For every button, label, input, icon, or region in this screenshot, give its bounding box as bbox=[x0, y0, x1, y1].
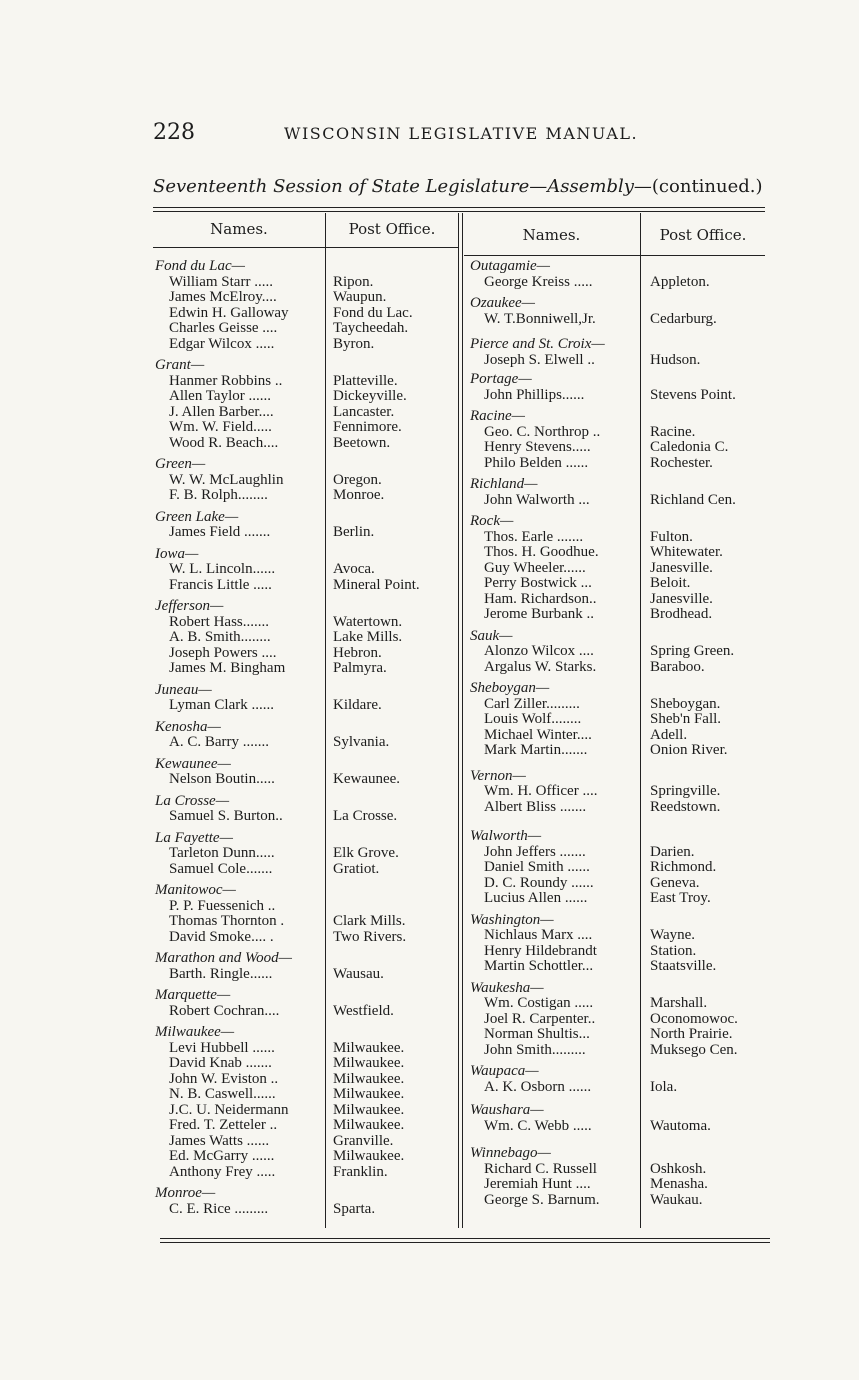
county-heading: Juneau— bbox=[155, 681, 212, 698]
member-row bbox=[470, 928, 765, 944]
post-office: Milwaukee. bbox=[333, 1086, 405, 1102]
member-name: Louis Wolf........ bbox=[484, 711, 582, 727]
member-row bbox=[155, 488, 455, 504]
member-row bbox=[470, 1162, 765, 1178]
post-office: Milwaukee. bbox=[333, 1117, 405, 1133]
county-heading: Milwaukee— bbox=[155, 1024, 235, 1040]
county-heading: Winnebago— bbox=[470, 1145, 551, 1161]
post-office: Brodhead. bbox=[650, 606, 713, 622]
member-name: W. L. Lincoln...... bbox=[169, 561, 276, 577]
member-name: Geo. C. Northrop .. bbox=[484, 423, 601, 440]
county-heading: Sauk— bbox=[470, 627, 513, 644]
post-office: East Troy. bbox=[650, 890, 711, 906]
member-name: F. B. Rolph........ bbox=[169, 487, 268, 503]
member-row bbox=[470, 456, 765, 472]
member-name: Allen Taylor ...... bbox=[169, 388, 271, 404]
member-name: John W. Eviston .. bbox=[169, 1070, 279, 1087]
post-office: Oshkosh. bbox=[650, 1160, 707, 1177]
left-column bbox=[155, 259, 455, 1217]
member-row bbox=[470, 1177, 765, 1193]
county-heading: Walworth— bbox=[470, 828, 542, 844]
member-name: Ham. Richardson.. bbox=[484, 590, 597, 607]
post-office: Marshall. bbox=[650, 995, 708, 1011]
member-row bbox=[470, 860, 765, 876]
member-row bbox=[155, 630, 455, 646]
post-office: Oregon. bbox=[333, 471, 382, 488]
post-office: Waupun. bbox=[333, 289, 387, 305]
post-office: Appleton. bbox=[650, 273, 710, 290]
member-name: Ed. McGarry ...... bbox=[169, 1148, 275, 1164]
member-name: A. K. Osborn ...... bbox=[484, 1078, 592, 1095]
col-header-names-left: Names. bbox=[210, 220, 268, 238]
member-row bbox=[155, 321, 455, 337]
county-heading: Manitowoc— bbox=[155, 882, 236, 898]
post-office: Granville. bbox=[333, 1132, 394, 1149]
post-office: Byron. bbox=[333, 335, 375, 352]
member-row bbox=[470, 644, 765, 660]
post-office: Palmyra. bbox=[333, 660, 387, 676]
member-name: A. B. Smith........ bbox=[169, 629, 271, 645]
member-name: Wm. C. Webb ..... bbox=[484, 1117, 592, 1134]
member-row bbox=[155, 1134, 455, 1150]
post-office: Lancaster. bbox=[333, 403, 395, 420]
county-heading: Waukesha— bbox=[470, 979, 544, 996]
post-office: Ripon. bbox=[333, 273, 374, 290]
member-row bbox=[155, 862, 455, 878]
member-name: Wood R. Beach.... bbox=[169, 434, 279, 451]
member-row bbox=[470, 1027, 765, 1043]
post-office: Menasha. bbox=[650, 1176, 708, 1192]
member-row bbox=[470, 607, 765, 623]
member-row bbox=[155, 578, 455, 594]
member-row bbox=[470, 891, 765, 907]
member-name: Thomas Thornton . bbox=[169, 913, 285, 929]
member-name: Alonzo Wilcox .... bbox=[484, 643, 594, 659]
member-name: P. P. Fuessenich .. bbox=[169, 897, 276, 914]
post-office: Spring Green. bbox=[650, 643, 735, 659]
member-row bbox=[470, 440, 765, 456]
county-heading: Iowa— bbox=[155, 545, 199, 562]
member-name: D. C. Roundy ...... bbox=[484, 874, 594, 891]
member-name: Charles Geisse .... bbox=[169, 320, 278, 336]
member-row bbox=[155, 846, 455, 862]
member-name: Nelson Boutin..... bbox=[169, 771, 275, 787]
post-office: Platteville. bbox=[333, 372, 398, 389]
county-heading: Sheboygan— bbox=[470, 680, 550, 696]
member-name: Tarleton Dunn..... bbox=[169, 845, 275, 861]
member-row bbox=[155, 562, 455, 578]
member-row bbox=[470, 1012, 765, 1028]
county-heading: Kenosha— bbox=[155, 718, 221, 735]
member-row bbox=[155, 290, 455, 306]
member-row bbox=[155, 1087, 455, 1103]
post-office: La Crosse. bbox=[333, 808, 398, 824]
top-rule-2 bbox=[153, 211, 765, 212]
member-name: James Field ....... bbox=[169, 524, 271, 540]
top-rule-1 bbox=[153, 207, 765, 208]
post-office: Darien. bbox=[650, 843, 695, 860]
member-name: Albert Bliss ....... bbox=[484, 798, 587, 815]
post-office: Lake Mills. bbox=[333, 629, 403, 645]
post-office: Elk Grove. bbox=[333, 845, 399, 861]
member-row bbox=[155, 1004, 455, 1020]
member-name: William Starr ..... bbox=[169, 273, 273, 290]
member-name: Lyman Clark ...... bbox=[169, 697, 274, 713]
county-heading: Kewaunee— bbox=[155, 755, 231, 772]
member-name: A. C. Barry ....... bbox=[169, 734, 269, 750]
member-name: James Watts ...... bbox=[169, 1132, 270, 1149]
center-divider-1 bbox=[458, 213, 459, 1228]
member-row bbox=[155, 1056, 455, 1072]
member-name: John Smith......... bbox=[484, 1041, 586, 1058]
county-heading: Marathon and Wood— bbox=[155, 950, 292, 966]
post-office: Iola. bbox=[650, 1078, 678, 1095]
post-office: Kewaunee. bbox=[333, 771, 401, 787]
member-row bbox=[155, 1202, 455, 1218]
member-row bbox=[470, 845, 765, 861]
post-office: Wausau. bbox=[333, 965, 384, 982]
member-name: David Smoke.... . bbox=[169, 928, 274, 945]
county-heading: Green— bbox=[155, 456, 206, 472]
member-name: Richard C. Russell bbox=[484, 1160, 597, 1177]
member-row bbox=[470, 312, 765, 328]
post-office: Taycheedah. bbox=[333, 320, 409, 336]
member-name: Henry Hildebrandt bbox=[484, 942, 597, 959]
member-row bbox=[470, 959, 765, 975]
post-office: Milwaukee. bbox=[333, 1101, 405, 1118]
post-office: Reedstown. bbox=[650, 798, 721, 815]
member-row bbox=[470, 576, 765, 592]
county-heading: Pierce and St. Croix— bbox=[470, 336, 605, 352]
member-row bbox=[155, 405, 455, 421]
member-name: Joseph S. Elwell .. bbox=[484, 351, 595, 368]
member-row bbox=[155, 809, 455, 825]
post-office: Janesville. bbox=[650, 590, 713, 607]
post-office: Adell. bbox=[650, 726, 688, 743]
post-office: Racine. bbox=[650, 423, 696, 440]
caption-plain: (continued.) bbox=[651, 176, 763, 197]
member-name: Daniel Smith ...... bbox=[484, 859, 590, 875]
member-row bbox=[155, 389, 455, 405]
post-office: Onion River. bbox=[650, 742, 728, 758]
member-name: Wm. W. Field..... bbox=[169, 419, 272, 435]
post-office: Hudson. bbox=[650, 351, 701, 368]
member-name: W. W. McLaughlin bbox=[169, 471, 284, 488]
member-name: Barth. Ringle...... bbox=[169, 965, 273, 982]
bottom-rule-2 bbox=[160, 1242, 770, 1243]
county-heading: Green Lake— bbox=[155, 508, 239, 525]
member-name: Wm. H. Officer .... bbox=[484, 783, 598, 799]
post-office: Fulton. bbox=[650, 528, 693, 545]
post-office: Dickeyville. bbox=[333, 388, 407, 404]
member-row bbox=[155, 436, 455, 452]
member-row bbox=[155, 930, 455, 946]
post-office: Wautoma. bbox=[650, 1117, 711, 1134]
member-name: Robert Hass....... bbox=[169, 613, 269, 630]
member-name: Joseph Powers .... bbox=[169, 644, 277, 661]
member-row bbox=[155, 1118, 455, 1134]
member-name: Edgar Wilcox ..... bbox=[169, 335, 275, 352]
member-name: Samuel S. Burton.. bbox=[169, 808, 283, 824]
member-name: Thos. H. Goodhue. bbox=[484, 544, 599, 560]
post-office: Sheboygan. bbox=[650, 695, 721, 712]
member-row bbox=[470, 697, 765, 713]
caption-italic: Seventeenth Session of State Legislature—Assembly— bbox=[153, 176, 652, 197]
post-office: Wayne. bbox=[650, 927, 696, 943]
post-office: Springville. bbox=[650, 783, 721, 799]
member-row bbox=[155, 661, 455, 677]
member-name: Jerome Burbank .. bbox=[484, 606, 594, 622]
member-row bbox=[470, 1119, 765, 1135]
member-row bbox=[470, 800, 765, 816]
member-row bbox=[155, 374, 455, 390]
post-office: Fond du Lac. bbox=[333, 304, 413, 321]
member-row bbox=[470, 1193, 765, 1209]
member-name: J. Allen Barber.... bbox=[169, 403, 274, 420]
member-row bbox=[155, 735, 455, 751]
county-heading: Outagamie— bbox=[470, 258, 550, 274]
post-office: Milwaukee. bbox=[333, 1148, 405, 1164]
member-row bbox=[470, 660, 765, 676]
member-row bbox=[470, 561, 765, 577]
county-heading: Washington— bbox=[470, 911, 554, 928]
county-heading: Marquette— bbox=[155, 987, 231, 1003]
member-row bbox=[155, 420, 455, 436]
post-office: Westfield. bbox=[333, 1002, 394, 1019]
member-row bbox=[155, 473, 455, 489]
member-row bbox=[470, 743, 765, 759]
member-row bbox=[470, 425, 765, 441]
member-row bbox=[155, 615, 455, 631]
member-name: Perry Bostwick ... bbox=[484, 575, 592, 591]
post-office: Richmond. bbox=[650, 859, 717, 875]
post-office: Milwaukee. bbox=[333, 1039, 405, 1056]
bottom-rule-1 bbox=[160, 1238, 770, 1239]
right-column bbox=[470, 259, 765, 1208]
post-office: Janesville. bbox=[650, 559, 713, 576]
member-name: Mark Martin....... bbox=[484, 742, 588, 758]
member-row bbox=[155, 914, 455, 930]
post-office: Baraboo. bbox=[650, 658, 705, 675]
post-office: Fennimore. bbox=[333, 419, 402, 435]
post-office: Avoca. bbox=[333, 561, 375, 577]
member-row bbox=[470, 545, 765, 561]
member-row bbox=[155, 275, 455, 291]
member-name: J.C. U. Neidermann bbox=[169, 1101, 289, 1118]
table-caption bbox=[153, 176, 765, 197]
member-row bbox=[155, 698, 455, 714]
member-row bbox=[470, 996, 765, 1012]
member-row bbox=[470, 784, 765, 800]
post-office: Geneva. bbox=[650, 874, 700, 891]
member-row bbox=[470, 275, 765, 291]
post-office: Beloit. bbox=[650, 575, 691, 591]
post-office: Sparta. bbox=[333, 1200, 376, 1217]
county-heading: La Fayette— bbox=[155, 829, 233, 846]
member-name: Fred. T. Zetteler .. bbox=[169, 1117, 278, 1133]
post-office: Berlin. bbox=[333, 524, 375, 540]
post-office: Milwaukee. bbox=[333, 1070, 405, 1087]
header-rule-left bbox=[153, 247, 458, 248]
post-office: North Prairie. bbox=[650, 1026, 733, 1042]
member-row bbox=[155, 646, 455, 662]
member-row bbox=[470, 712, 765, 728]
post-office: Whitewater. bbox=[650, 544, 723, 560]
member-row bbox=[155, 899, 455, 915]
member-row bbox=[470, 728, 765, 744]
member-row bbox=[155, 525, 455, 541]
post-office: Mineral Point. bbox=[333, 576, 420, 593]
member-name: Levi Hubbell ...... bbox=[169, 1039, 275, 1056]
post-office: Cedarburg. bbox=[650, 310, 717, 327]
member-name: Philo Belden ...... bbox=[484, 454, 589, 471]
member-name: Jeremiah Hunt .... bbox=[484, 1176, 591, 1192]
member-row bbox=[470, 592, 765, 608]
post-office: Staatsville. bbox=[650, 958, 717, 974]
member-name: Wm. Costigan ..... bbox=[484, 995, 594, 1011]
post-office: Franklin. bbox=[333, 1163, 388, 1180]
county-heading: La Crosse— bbox=[155, 792, 230, 809]
member-name: Argalus W. Starks. bbox=[484, 658, 597, 675]
post-office: Hebron. bbox=[333, 644, 382, 661]
post-office: Gratiot. bbox=[333, 860, 380, 877]
member-row bbox=[155, 1103, 455, 1119]
member-name: John Phillips...... bbox=[484, 386, 585, 403]
member-name: George Kreiss ..... bbox=[484, 273, 593, 290]
county-heading: Fond du Lac— bbox=[155, 258, 245, 274]
member-row bbox=[470, 1043, 765, 1059]
county-heading: Jefferson— bbox=[155, 598, 224, 614]
member-name: Nichlaus Marx .... bbox=[484, 927, 593, 943]
post-office: Rochester. bbox=[650, 454, 713, 471]
header-rule-right bbox=[464, 255, 765, 256]
county-heading: Monroe— bbox=[155, 1185, 216, 1201]
member-row bbox=[470, 876, 765, 892]
member-row bbox=[155, 1041, 455, 1057]
county-heading: Grant— bbox=[155, 357, 205, 373]
member-name: Joel R. Carpenter.. bbox=[484, 1010, 596, 1027]
post-office: Beetown. bbox=[333, 434, 391, 451]
post-office: Monroe. bbox=[333, 487, 385, 503]
county-heading: Rock— bbox=[470, 513, 514, 529]
member-name: Hanmer Robbins .. bbox=[169, 372, 283, 389]
center-divider-2 bbox=[462, 213, 463, 1228]
member-row bbox=[155, 337, 455, 353]
group-gap bbox=[470, 815, 765, 829]
member-row bbox=[470, 1080, 765, 1096]
group-gap bbox=[470, 759, 765, 769]
member-row bbox=[470, 944, 765, 960]
member-name: Lucius Allen ...... bbox=[484, 890, 588, 906]
post-office: Stevens Point. bbox=[650, 386, 736, 403]
member-name: George S. Barnum. bbox=[484, 1191, 600, 1208]
member-name: Anthony Frey ..... bbox=[169, 1163, 276, 1180]
member-row bbox=[470, 353, 765, 369]
county-heading: Racine— bbox=[470, 408, 525, 424]
member-name: C. E. Rice ......... bbox=[169, 1200, 269, 1217]
member-name: Samuel Cole....... bbox=[169, 860, 273, 877]
member-name: N. B. Caswell...... bbox=[169, 1086, 276, 1102]
member-name: Robert Cochran.... bbox=[169, 1002, 280, 1019]
county-heading: Richland— bbox=[470, 476, 538, 492]
member-name: Norman Shultis... bbox=[484, 1026, 590, 1042]
county-heading: Waushara— bbox=[470, 1102, 544, 1118]
running-head: WISCONSIN LEGISLATIVE MANUAL. bbox=[284, 124, 639, 143]
post-office: Muksego Cen. bbox=[650, 1041, 738, 1058]
member-name: James McElroy.... bbox=[169, 289, 277, 305]
member-row bbox=[155, 306, 455, 322]
county-heading: Waupaca— bbox=[470, 1063, 539, 1079]
member-name: Carl Ziller......... bbox=[484, 695, 580, 712]
post-office: Waukau. bbox=[650, 1191, 703, 1208]
post-office: Oconomowoc. bbox=[650, 1010, 738, 1027]
post-office: Kildare. bbox=[333, 697, 382, 713]
post-office: Milwaukee. bbox=[333, 1055, 405, 1071]
county-heading: Vernon— bbox=[470, 767, 526, 784]
post-office: Caledonia C. bbox=[650, 439, 729, 455]
member-row bbox=[155, 967, 455, 983]
col-header-names-right: Names. bbox=[522, 226, 581, 244]
post-office: Station. bbox=[650, 942, 697, 959]
member-row bbox=[155, 1165, 455, 1181]
post-office: Sheb'n Fall. bbox=[650, 711, 722, 727]
post-office: Watertown. bbox=[333, 613, 403, 630]
col-header-post-right: Post Office. bbox=[659, 226, 747, 244]
member-row bbox=[155, 772, 455, 788]
member-name: James M. Bingham bbox=[169, 660, 286, 676]
county-heading: Ozaukee— bbox=[470, 295, 535, 311]
page-number: 228 bbox=[153, 120, 195, 145]
post-office: Clark Mills. bbox=[333, 913, 406, 929]
member-name: Francis Little ..... bbox=[169, 576, 272, 593]
post-office: Sylvania. bbox=[333, 734, 390, 750]
member-row bbox=[470, 493, 765, 509]
member-name: Henry Stevens..... bbox=[484, 439, 591, 455]
member-row bbox=[470, 388, 765, 404]
county-heading: Portage— bbox=[470, 371, 532, 387]
member-name: John Walworth ... bbox=[484, 491, 590, 508]
member-name: W. T.Bonniwell,Jr. bbox=[484, 310, 596, 327]
member-name: Martin Schottler... bbox=[484, 958, 594, 974]
member-row bbox=[155, 1072, 455, 1088]
member-name: David Knab ....... bbox=[169, 1055, 272, 1071]
page-header bbox=[153, 120, 765, 150]
member-name: Thos. Earle ....... bbox=[484, 528, 584, 545]
member-row bbox=[470, 530, 765, 546]
member-name: Michael Winter.... bbox=[484, 726, 592, 743]
member-row bbox=[155, 1149, 455, 1165]
member-name: Guy Wheeler...... bbox=[484, 559, 586, 576]
post-office: Richland Cen. bbox=[650, 491, 736, 508]
member-name: Edwin H. Galloway bbox=[169, 304, 289, 321]
member-name: John Jeffers ....... bbox=[484, 843, 586, 860]
col-header-post-left: Post Office. bbox=[348, 220, 436, 238]
post-office: Two Rivers. bbox=[333, 928, 407, 945]
